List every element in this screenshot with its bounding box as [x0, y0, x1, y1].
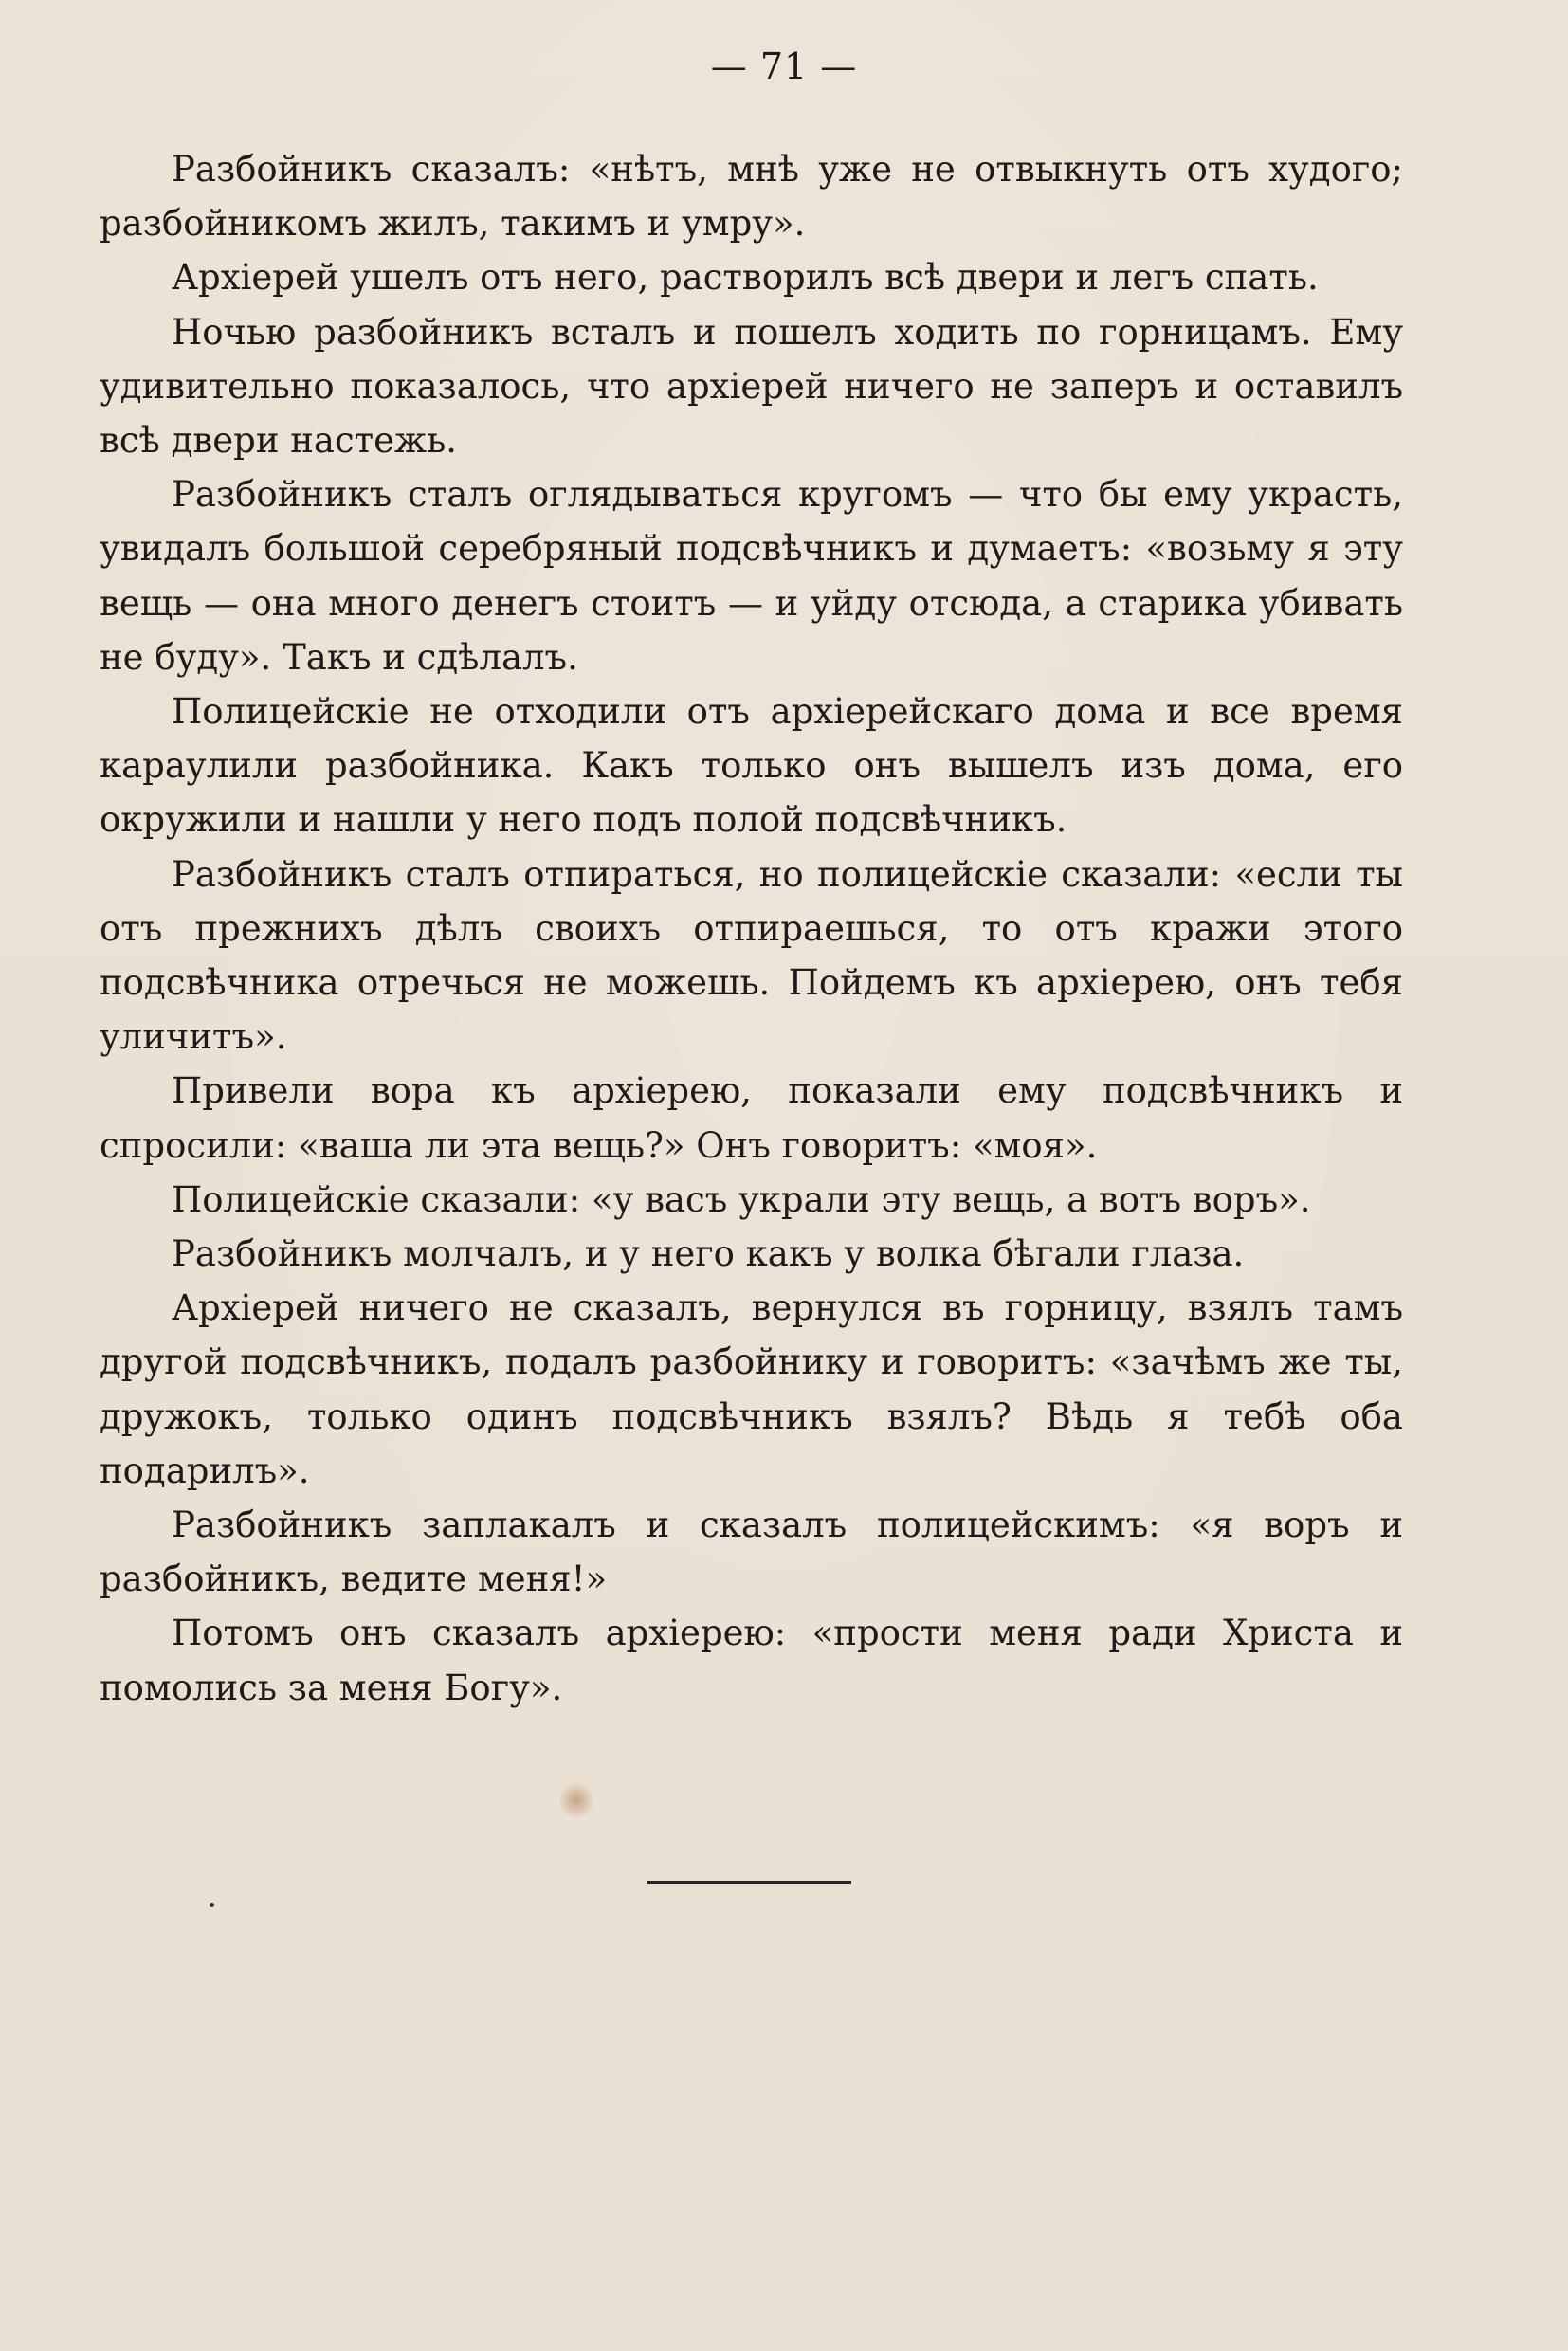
paragraph: Разбойникъ сказалъ: «нѣтъ, мнѣ уже не отвыкнуть отъ худого; разбойникомъ жилъ, такимъ и умру». — [100, 149, 1403, 245]
paragraph: Архіерей ушелъ отъ него, растворилъ всѣ двери и легъ спать. — [172, 257, 1319, 299]
paragraph: Архіерей ничего не сказалъ, вернулся въ горницу, взялъ тамъ другой подсвѣчникъ, подалъ разбойнику и говоритъ: «зачѣмъ же ты, дружокъ, только одинъ подсвѣчникъ взялъ? Вѣдь я тебѣ оба подарилъ». — [100, 1287, 1403, 1491]
paragraph: Полицейскіе не отходили отъ архіерейскаго дома и все время караулили разбойника. Какъ только онъ вышелъ изъ дома, его окружили и нашли у него подъ полой подсвѣчникъ. — [100, 691, 1403, 841]
story-text — [100, 142, 1403, 1715]
paragraph: Разбойникъ сталъ оглядываться кругомъ — что бы ему украсть, увидалъ большой серебряный подсвѣчникъ и думаетъ: «возьму я эту вещь — она много денегъ стоитъ — и уйду отсюда, а старика убивать не буду». Такъ и сдѣлалъ. — [100, 474, 1403, 678]
paragraph: Разбойникъ заплакалъ и сказалъ полицейскимъ: «я воръ и разбойникъ, ведите меня!» — [100, 1504, 1403, 1600]
paper-stain — [559, 1780, 593, 1820]
ink-speck — [210, 1903, 214, 1907]
paragraph: Потомъ онъ сказалъ архіерею: «прости меня ради Христа и помолись за меня Богу». — [100, 1613, 1403, 1708]
section-end-rule — [647, 1881, 851, 1884]
paragraph: Ночью разбойникъ всталъ и пошелъ ходить по горницамъ. Ему удивительно показалось, что архіерей ничего не заперъ и оставилъ всѣ двери настежь. — [100, 311, 1403, 462]
paragraph: Разбойникъ молчалъ, и у него какъ у волка бѣгали глаза. — [172, 1233, 1245, 1275]
paragraph: Привели вора къ архіерею, показали ему подсвѣчникъ и спросили: «ваша ли эта вещь?» Онъ говоритъ: «моя». — [100, 1070, 1403, 1166]
paragraph: Полицейскіе сказали: «у васъ украли эту вещь, а вотъ воръ». — [172, 1178, 1311, 1220]
page-number: — 71 — — [710, 46, 858, 87]
paragraph: Разбойникъ сталъ отпираться, но полицейскіе сказали: «если ты отъ прежнихъ дѣлъ своихъ отпираешься, то отъ кражи этого подсвѣчника отречься не можешь. Пойдемъ къ архіерею, онъ тебя уличитъ». — [100, 853, 1403, 1058]
